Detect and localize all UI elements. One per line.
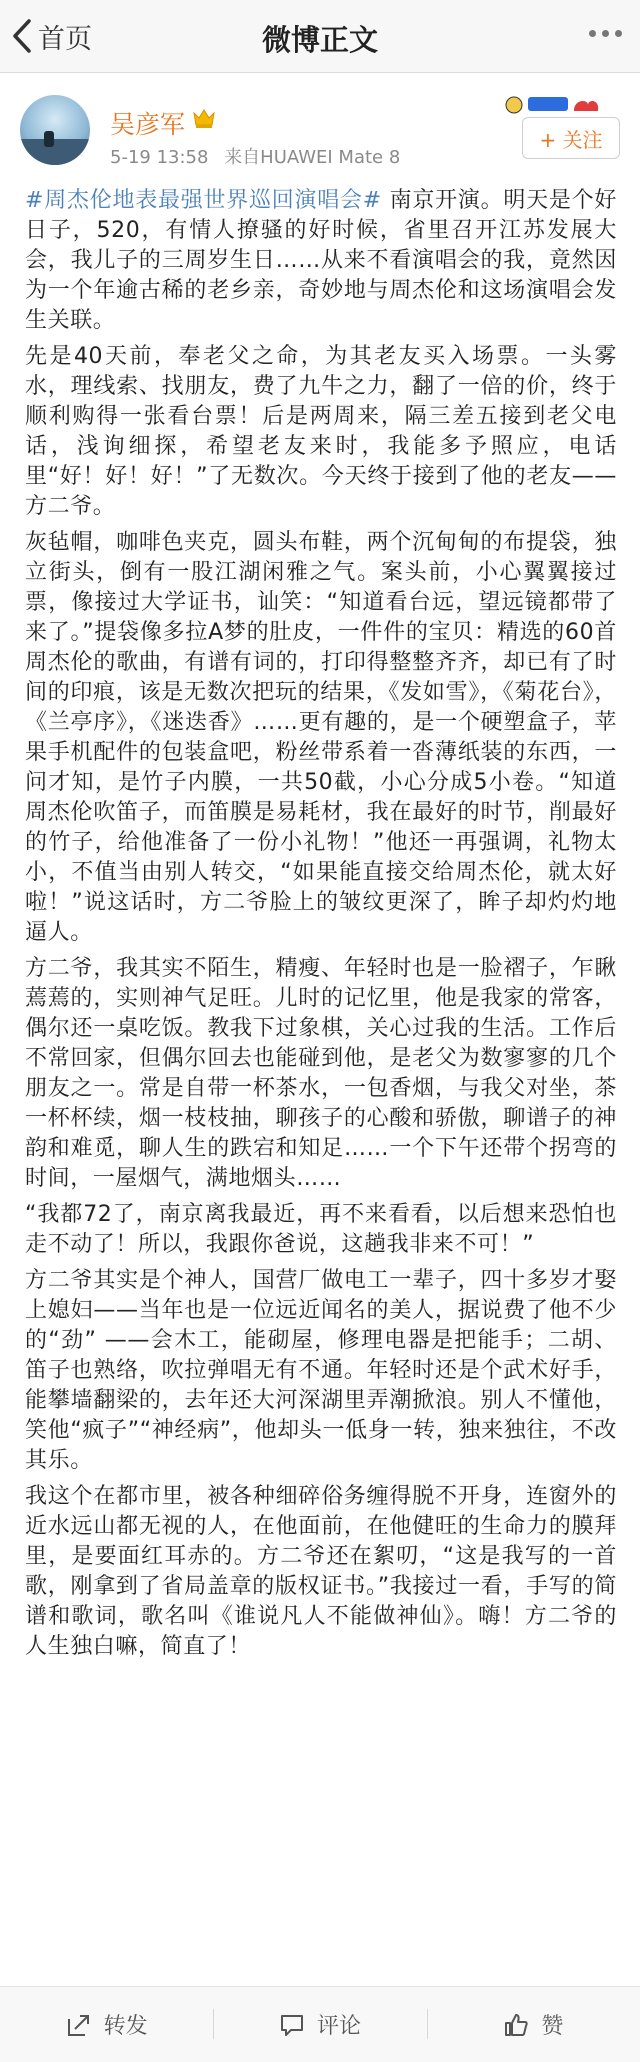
nav-bar (0, 0, 640, 73)
like-button[interactable] (427, 1987, 640, 2062)
follow-area (492, 91, 620, 175)
comment-label: 评论 (316, 2014, 361, 2039)
hashtag-link[interactable]: #周杰伦地表最强世界巡回演唱会# (25, 188, 382, 213)
avatar[interactable] (20, 95, 90, 165)
paragraph: 方二爷其实是个神人，国营厂做电工一辈子，四十多岁才娶上媳妇——当年也是一位远近闻名的美人，据说费了他不少的“劲” ——会木工，能砌屋，修理电器是把能手；二胡、笛子也熟络，吹拉弹唱无有不通。年轻时还是个武术好手，能攀墙翻梁的，去年还大河深湖里弄潮掀浪。别人不懂他，笑他“疯子”“神经病”，他却头一低身一转，独来独往，不改其乐。 (25, 1268, 617, 1473)
post-time: 5-19 13:58 (110, 147, 209, 168)
vip-icon (192, 107, 216, 129)
paragraph: “我都72了，南京离我最近，再不来看看，以后想来恐怕也走不动了！所以，我跟你爸说，这趟我非来不可！” (25, 1202, 617, 1257)
page-title: 微博正文 (261, 23, 378, 57)
follow-button[interactable]: + 关注 (522, 117, 620, 159)
author-name[interactable]: 吴彦军 (110, 110, 186, 139)
like-icon (503, 2012, 529, 2038)
comment-button[interactable] (213, 1987, 426, 2062)
paragraph: 方二爷，我其实不陌生，精瘦、年轻时也是一脸褶子，乍瞅蔫蔫的，实则神气足旺。儿时的记忆里，他是我家的常客，偶尔还一桌吃饭。教我下过象棋，关心过我的生活。工作后不常回家，但偶尔回去也能碰到他，是老父为数寥寥的几个朋友之一。常是自带一杯茶水，一包香烟，与我父对坐，茶一杯杯续，烟一枝枝抽，聊孩子的心酸和骄傲，聊谱子的神韵和难觅，聊人生的跌宕和知足……一个下午还带个拐弯的时间，一屋烟气，满地烟头…… (25, 956, 617, 1191)
repost-icon (66, 2012, 92, 2038)
action-bar (0, 1986, 640, 2062)
post-source: 来自HUAWEI Mate 8 (224, 147, 401, 168)
paragraph (25, 186, 617, 336)
post-header (0, 73, 640, 173)
paragraph: 我这个在都市里，被各种细碎俗务缠得脱不开身，连窗外的近水远山都无视的人，在他面前，在他健旺的生命力的膜拜里，是要面红耳赤的。方二爷还在絮叨，“这是我写的一首歌，刚拿到了省局盖章的版权证书。”我接过一看，手写的简谱和歌词，歌名叫《谁说凡人不能做神仙》。嗨！方二爷的人生独白嘛，简直了！ (25, 1484, 617, 1659)
post-meta (110, 143, 410, 169)
repost-label: 转发 (103, 2014, 148, 2039)
like-label: 赞 (541, 2014, 564, 2039)
paragraph: 灰毡帽，咖啡色夹克，圆头布鞋，两个沉甸甸的布提袋，独立街头，倒有一股江湖闲雅之气。案头前，小心翼翼接过票，像接过大学证书，讪笑：“知道看台远，望远镜都带了来了。”提袋像多拉A梦的肚皮，一件件的宝贝：精选的60首周杰伦的歌曲，有谱有词的，打印得整整齐齐，却已有了时间的印痕，该是无数次把玩的结果，《发如雪》，《菊花台》，《兰亭序》，《迷迭香》……更有趣的，是一个硬塑盒子，苹果手机配件的包装盒吧，粉丝带系着一沓薄纸装的东西，一问才知，是竹子内膜，一共50截，小心分成5小卷。“知道周杰伦吹笛子，而笛膜是易耗材，我在最好的时节，削最好的竹子，给他准备了一份小礼物！”他还一再强调，礼物太小，不值当由别人转交，“如果能直接交给周杰伦，就太好啦！”说这话时，方二爷脸上的皱纹更深了，眸子却灼灼地逼人。 (25, 530, 617, 945)
paragraph: 先是40天前，奉老父之命，为其老友买入场票。一头雾水，理线索、找朋友，费了九牛之力，翻了一倍的价，终于顺利购得一张看台票！后是两周来，隔三差五接到老父电话，浅询细探，希望老友来时，我能多予照应，电话里“好！好！好！”了无数次。今天终于接到了他的老友——方二爷。 (25, 344, 617, 519)
repost-button[interactable] (0, 1987, 213, 2062)
back-label: 首页 (38, 23, 92, 55)
comment-icon (279, 2012, 305, 2038)
more-icon[interactable] (589, 30, 622, 37)
post-content (25, 186, 617, 1668)
decoration-icon (502, 91, 602, 117)
paragraph-text: 南京开演。明天是个好日子，520，有情人撩骚的好时候，省里召开江苏发展大会，我儿子的三周岁生日……从来不看演唱会的我，竟然因为一个年逾古稀的老乡亲，奇妙地与周杰伦和这场演唱会发生关联。 (25, 188, 617, 333)
